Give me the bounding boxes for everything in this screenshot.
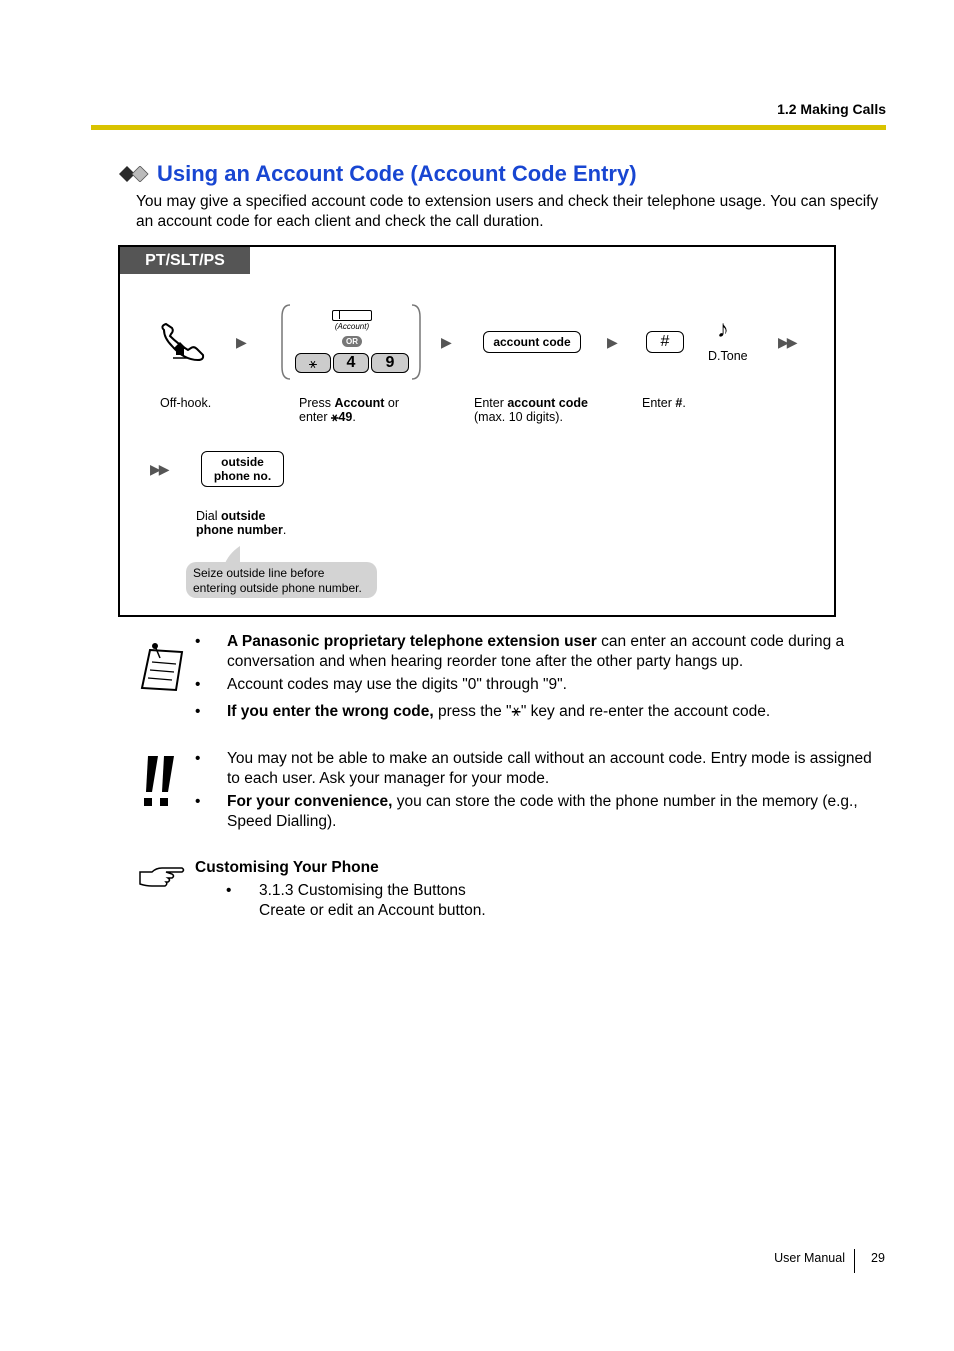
- double-arrow-icon: ▶▶: [150, 461, 168, 477]
- outside-phone-number-key[interactable]: outside phone no.: [201, 451, 284, 487]
- double-arrow-icon: ▶▶: [778, 334, 796, 350]
- customising-link[interactable]: 3.1.3 Customising the Buttons: [259, 882, 466, 899]
- warning-exclamation-icon: [140, 754, 182, 810]
- notepad-icon: [138, 638, 186, 694]
- bullet: •: [195, 793, 201, 810]
- note-item-3: If you enter the wrong code, press the "⚹" key and re-enter the account code.: [227, 703, 771, 720]
- bullet: •: [195, 703, 201, 720]
- warning-item-1: You may not be able to make an outside call without an account code. Entry mode is assigned to each user. Ask your manager for your mode.: [227, 750, 872, 787]
- star-key[interactable]: ⚹: [295, 353, 331, 373]
- note-item-1: A Panasonic proprietary telephone extension user can enter an account code during a conversation and when hearing reorder tone after the other party hangs up.: [227, 633, 845, 670]
- pointing-hand-icon: [138, 864, 186, 890]
- footer-separator: [854, 1249, 855, 1273]
- section-header: 1.2 Making Calls: [777, 101, 886, 117]
- title-row: [119, 160, 637, 188]
- left-bracket-icon: [280, 303, 292, 381]
- tip-bubble: Seize outside line before entering outside phone number.: [186, 562, 377, 598]
- enter-hash-caption: Enter #.: [642, 396, 686, 410]
- bullet: •: [195, 750, 201, 767]
- arrow-icon: ▶: [236, 334, 247, 350]
- right-bracket-icon: [410, 303, 422, 381]
- warning-item-2: For your convenience, you can store the code with the phone number in the memory (e.g., Speed Dialling).: [227, 793, 858, 830]
- four-key[interactable]: 4: [333, 353, 369, 373]
- offhook-caption: Off-hook.: [160, 396, 212, 410]
- bullet: •: [195, 633, 201, 650]
- bullet: •: [195, 676, 201, 693]
- procedure-tab: PT/SLT/PS: [120, 247, 250, 274]
- dial-tone-label: D.Tone: [708, 349, 748, 363]
- account-key-label: (Account): [334, 322, 370, 331]
- page-number: 29: [871, 1251, 885, 1265]
- intro-paragraph: You may give a specified account code to extension users and check their telephone usage. You can specify an account code for each client and check the call duration.: [136, 193, 879, 230]
- nine-key[interactable]: 9: [371, 353, 409, 373]
- customising-heading: Customising Your Phone: [195, 859, 379, 876]
- footer-label: User Manual: [774, 1251, 845, 1265]
- header-rule: [91, 125, 886, 130]
- account-code-key[interactable]: account code: [483, 331, 581, 353]
- bullet: •: [226, 882, 232, 899]
- customising-description: Create or edit an Account button.: [259, 902, 486, 919]
- arrow-icon: ▶: [441, 334, 452, 350]
- dial-outside-caption: Dial outside phone number.: [196, 509, 287, 537]
- note-item-2: Account codes may use the digits "0" through "9".: [227, 676, 567, 693]
- or-badge: OR: [342, 336, 362, 347]
- page-title: Using an Account Code (Account Code Entry): [157, 161, 637, 186]
- press-account-caption: Press Account or enter ⚹49.: [299, 396, 400, 424]
- arrow-icon: ▶: [607, 334, 618, 350]
- dial-tone-icon: ♪: [717, 316, 729, 343]
- double-diamond-icon: [119, 166, 149, 182]
- off-hook-handset-icon: [158, 322, 210, 362]
- account-button[interactable]: [332, 310, 372, 321]
- hash-key[interactable]: #: [646, 331, 684, 353]
- enter-code-caption: Enter account code (max. 10 digits).: [474, 396, 588, 424]
